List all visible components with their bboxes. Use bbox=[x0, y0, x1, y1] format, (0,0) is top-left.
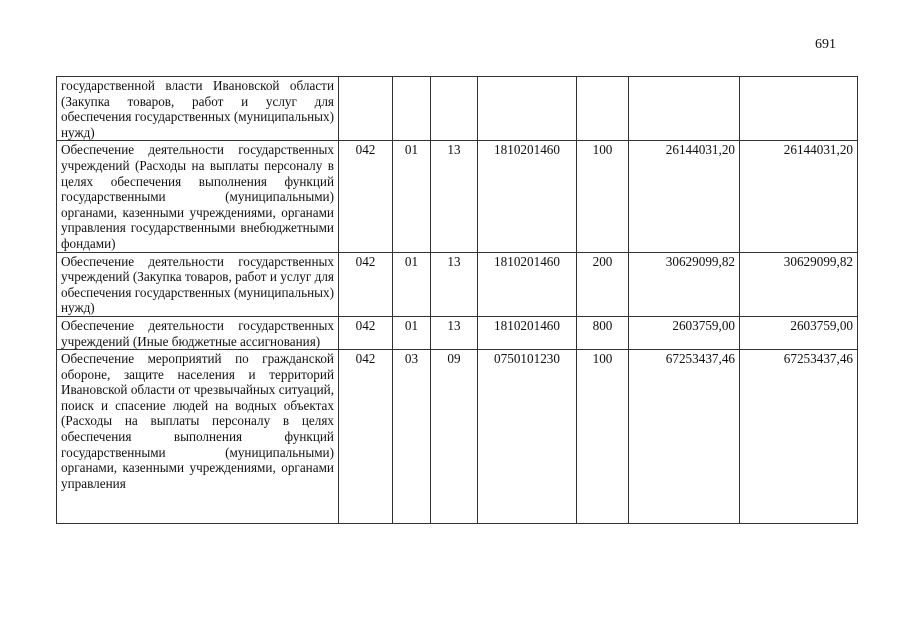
cell-target-article bbox=[478, 77, 577, 141]
cell-ministry-code: 042 bbox=[339, 350, 393, 524]
cell-subsection-code: 13 bbox=[431, 316, 478, 349]
cell-ministry-code: 042 bbox=[339, 252, 393, 316]
page-number: 691 bbox=[815, 37, 836, 52]
cell-subsection-code: 13 bbox=[431, 141, 478, 252]
cell-description: государственной власти Ивановской области (Закупка товаров, работ и услуг для обеспечения государственных (муниципальных) нужд) bbox=[57, 77, 339, 141]
cell-amount-total: 2603759,00 bbox=[740, 316, 858, 349]
table-row bbox=[57, 350, 858, 524]
cell-description: Обеспечение деятельности государственных учреждений (Расходы на выплаты персоналу в целях обеспечения выполнения функций государственными (муниципальными) органами, казенными учреждениями, органами управления государственными внебюджетными фондами) bbox=[57, 141, 339, 252]
cell-amount-total bbox=[740, 77, 858, 141]
cell-section-code: 01 bbox=[393, 141, 431, 252]
cell-expense-type: 100 bbox=[577, 141, 629, 252]
budget-table bbox=[56, 76, 858, 524]
cell-amount bbox=[629, 77, 740, 141]
cell-amount-total: 67253437,46 bbox=[740, 350, 858, 524]
cell-description: Обеспечение деятельности государственных учреждений (Закупка товаров, работ и услуг для обеспечения государственных (муниципальных) нужд) bbox=[57, 252, 339, 316]
cell-expense-type: 800 bbox=[577, 316, 629, 349]
cell-ministry-code: 042 bbox=[339, 141, 393, 252]
cell-target-article: 0750101230 bbox=[478, 350, 577, 524]
cell-target-article: 1810201460 bbox=[478, 316, 577, 349]
table-row bbox=[57, 316, 858, 349]
cell-section-code: 01 bbox=[393, 252, 431, 316]
table-body bbox=[57, 77, 858, 524]
cell-ministry-code: 042 bbox=[339, 316, 393, 349]
cell-expense-type bbox=[577, 77, 629, 141]
cell-description: Обеспечение деятельности государственных учреждений (Иные бюджетные ассигнования) bbox=[57, 316, 339, 349]
cell-amount: 26144031,20 bbox=[629, 141, 740, 252]
cell-subsection-code: 13 bbox=[431, 252, 478, 316]
cell-amount: 30629099,82 bbox=[629, 252, 740, 316]
cell-amount-total: 26144031,20 bbox=[740, 141, 858, 252]
cell-target-article: 1810201460 bbox=[478, 252, 577, 316]
cell-amount-total: 30629099,82 bbox=[740, 252, 858, 316]
cell-subsection-code bbox=[431, 77, 478, 141]
table-row bbox=[57, 141, 858, 252]
cell-amount: 2603759,00 bbox=[629, 316, 740, 349]
cell-ministry-code bbox=[339, 77, 393, 141]
table-row bbox=[57, 252, 858, 316]
cell-section-code: 03 bbox=[393, 350, 431, 524]
table-row bbox=[57, 77, 858, 141]
cell-section-code: 01 bbox=[393, 316, 431, 349]
cell-section-code bbox=[393, 77, 431, 141]
cell-amount: 67253437,46 bbox=[629, 350, 740, 524]
cell-expense-type: 200 bbox=[577, 252, 629, 316]
cell-description: Обеспечение мероприятий по гражданской обороне, защите населения и территорий Ивановской области от чрезвычайных ситуаций, поиск и спасение людей на водных объектах (Расходы на выплаты персоналу в целях обеспечения выполнения функций государственными (муниципальными) органами, казенными учреждениями, органами управления bbox=[57, 350, 339, 524]
cell-subsection-code: 09 bbox=[431, 350, 478, 524]
cell-target-article: 1810201460 bbox=[478, 141, 577, 252]
cell-expense-type: 100 bbox=[577, 350, 629, 524]
